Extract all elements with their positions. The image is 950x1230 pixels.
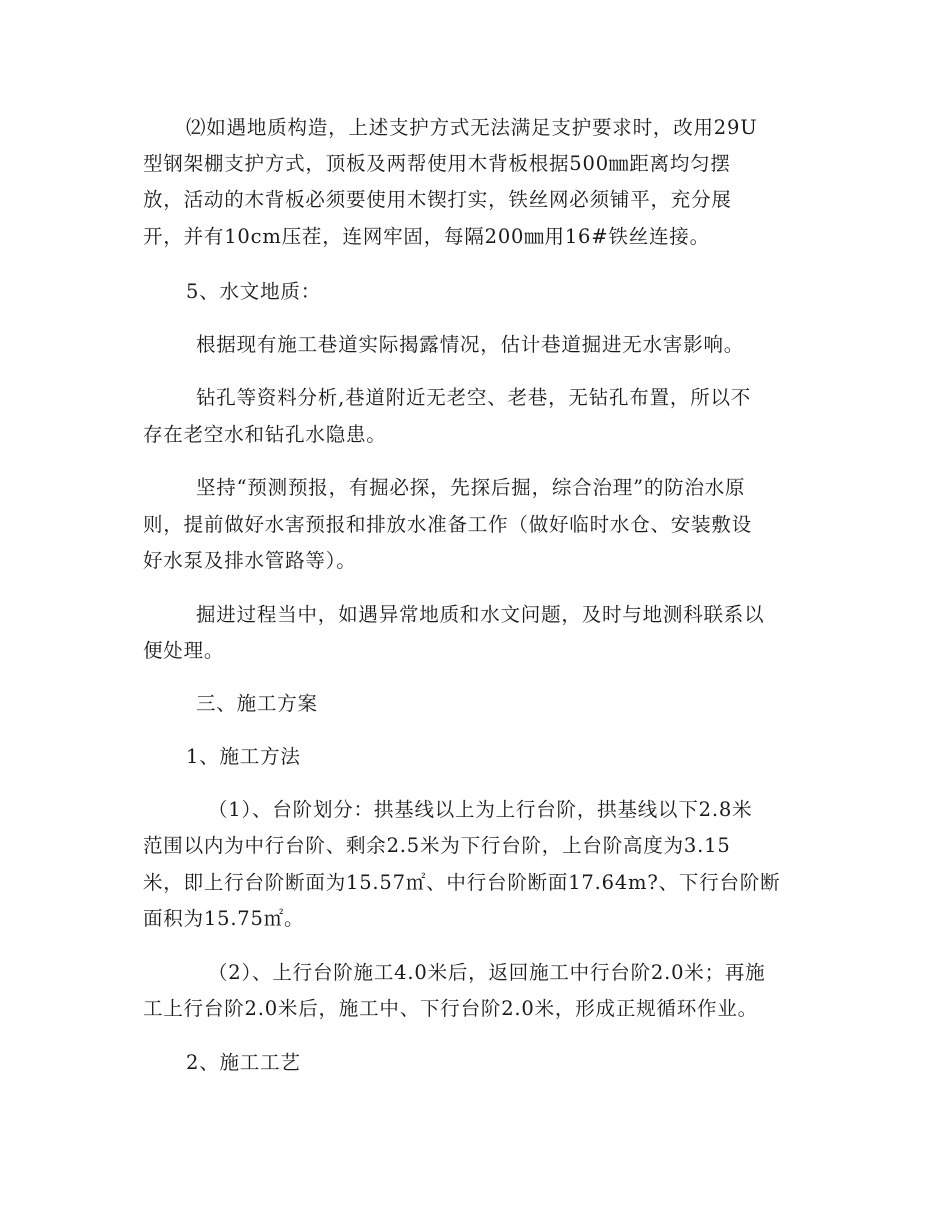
paragraph-line: 范围以内为中行台阶、剩余2.5米为下行台阶，上台阶高度为3.15: [143, 834, 731, 857]
paragraph-line: 根据现有施工巷道实际揭露情况，估计巷道掘进无水害影响。: [196, 333, 745, 356]
paragraph-line: 面积为15.75㎡。: [143, 907, 305, 930]
paragraph-line: 坚持“预测预报，有掘必探，先探后掘，综合治理”的防治水原: [196, 476, 746, 499]
section-heading: 5、水文地质：: [186, 280, 322, 303]
paragraph-line: 开，并有10cm压茬，连网牢固，每隔200㎜用16#铁丝连接。: [143, 225, 710, 248]
paragraph-line: ⑵如遇地质构造，上述支护方式无法满足支护要求时，改用29U: [186, 116, 758, 139]
paragraph-line: 则，提前做好水害预报和排放水准备工作（做好临时水仓、安装敷设: [143, 513, 753, 536]
subsection-heading: 1、施工方法: [186, 745, 301, 768]
paragraph-line: 好水泵及排水管路等）。: [143, 549, 357, 572]
paragraph-line: 存在老空水和钻孔水隐患。: [143, 423, 387, 446]
paragraph-line: 米，即上行台阶断面为15.57㎡、中行台阶断面17.64m?、下行台阶断: [143, 871, 781, 894]
subsection-heading: 2、施工工艺: [186, 1051, 301, 1074]
paragraph-line: 工上行台阶2.0米后，施工中、下行台阶2.0米，形成正规循环作业。: [143, 997, 758, 1020]
paragraph-line: 掘进过程当中，如遇异常地质和水文问题，及时与地测科联系以: [196, 603, 765, 626]
paragraph-line: （1）、台阶划分：拱基线以上为上行台阶，拱基线以下2.8米: [208, 798, 753, 821]
paragraph-line: （2）、上行台阶施工4.0米后，返回施工中行台阶2.0米；再施: [208, 961, 766, 984]
section-heading: 三、施工方案: [196, 692, 318, 715]
paragraph-line: 钻孔等资料分析,巷道附近无老空、老巷，无钻孔布置，所以不: [196, 386, 752, 409]
paragraph-line: 放，活动的木背板必须要使用木锲打实，铁丝网必须铺平，充分展: [143, 188, 732, 211]
paragraph-line: 型钢架棚支护方式，顶板及两帮使用木背板根据500㎜距离均匀摆: [143, 152, 731, 175]
paragraph-line: 便处理。: [143, 639, 225, 662]
